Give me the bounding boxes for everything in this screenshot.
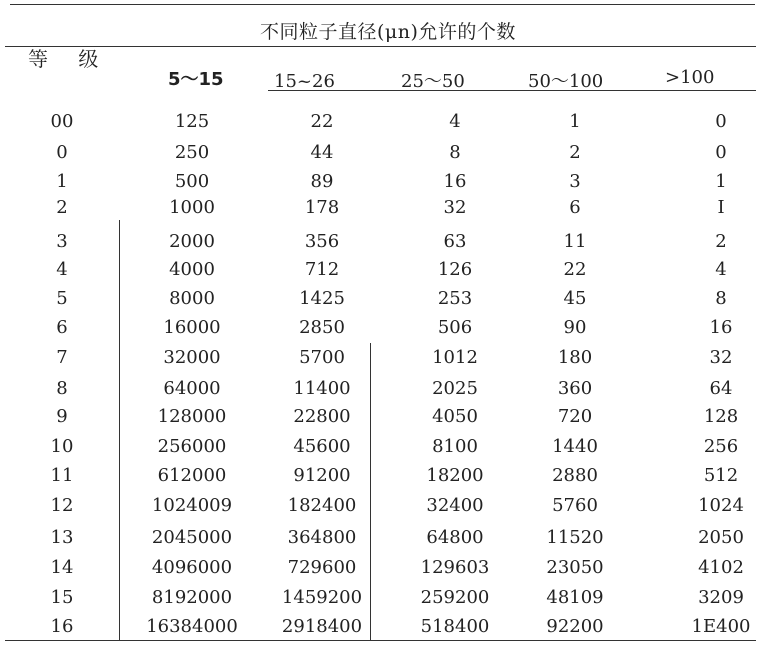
grade-cell: 3 [56,231,68,252]
cell-col-over-100: 1E400 [691,616,751,637]
cell-col-50-100: 48109 [546,587,604,608]
cell-col-15-26: 178 [304,197,340,218]
bottom-rule [5,640,756,641]
cell-col-50-100: 360 [557,378,593,399]
cell-col-15-26: 356 [304,231,340,252]
cell-col-25-50: 64800 [426,527,484,548]
cell-col-5-15: 125 [174,111,210,132]
cell-col-50-100: 11 [563,231,587,252]
cell-col-15-26: 91200 [293,465,351,486]
size-header-25-50: 25～50 [401,71,465,92]
cell-col-15-26: 1459200 [281,587,363,608]
cell-col-50-100: 2880 [552,465,598,486]
cell-col-50-100: 23050 [546,557,604,578]
step-rule-left [119,220,120,640]
grade-cell: 12 [50,495,74,516]
cell-col-25-50: 518400 [420,616,490,637]
cell-col-25-50: 18200 [426,465,484,486]
cell-col-over-100: 16 [709,317,733,338]
size-header-5-15: 5～15 [168,69,224,90]
cell-col-50-100: 22 [563,259,587,280]
cell-col-25-50: 4050 [432,406,478,427]
cell-col-over-100: 0 [715,142,727,163]
cell-col-5-15: 32000 [163,347,221,368]
cell-col-5-15: 256000 [157,436,227,457]
cell-col-15-26: 729600 [287,557,357,578]
grade-cell: 5 [56,288,68,309]
cell-col-15-26: 712 [304,259,340,280]
cell-col-50-100: 90 [563,317,587,338]
grade-cell: 1 [56,171,68,192]
cell-col-over-100: 2050 [698,527,744,548]
grade-cell: 14 [50,557,74,578]
top-rule [10,4,755,5]
grade-cell: 16 [50,616,74,637]
cell-col-50-100: 45 [563,288,587,309]
cell-col-5-15: 2045000 [151,527,233,548]
size-header-15-26: 15~26 [274,71,335,92]
cell-col-over-100: 512 [703,465,739,486]
cell-col-over-100: 128 [703,406,739,427]
cell-col-5-15: 4096000 [151,557,233,578]
cell-col-50-100: 3 [569,171,581,192]
grade-cell: 00 [50,111,74,132]
grade-column-header: 等 级 [28,47,111,71]
cell-col-25-50: 8 [449,142,461,163]
cell-col-15-26: 1425 [299,288,345,309]
cell-col-50-100: 2 [569,142,581,163]
cell-col-over-100: 1024 [698,495,744,516]
size-header-50-100: 50～100 [528,71,604,92]
grade-cell: 6 [56,317,68,338]
title-rule [5,46,756,47]
grade-cell: 10 [50,436,74,457]
grade-cell: 15 [50,587,74,608]
cell-col-15-26: 22800 [293,406,351,427]
cell-col-over-100: 256 [703,436,739,457]
cell-col-25-50: 32 [443,197,467,218]
cell-col-15-26: 2918400 [281,616,363,637]
cell-col-15-26: 44 [310,142,334,163]
cell-col-5-15: 64000 [163,378,221,399]
step-rule-middle [370,343,371,640]
cell-col-15-26: 45600 [293,436,351,457]
cell-col-50-100: 1 [569,111,581,132]
cell-col-5-15: 16384000 [146,616,238,637]
cell-col-over-100: 32 [709,347,733,368]
cell-col-25-50: 259200 [420,587,490,608]
grade-cell: 7 [56,347,68,368]
grade-cell: 9 [56,406,68,427]
cell-col-15-26: 182400 [287,495,357,516]
cell-col-50-100: 1440 [552,436,598,457]
cell-col-5-15: 2000 [169,231,215,252]
cell-col-15-26: 22 [310,111,334,132]
cell-col-50-100: 180 [557,347,593,368]
grade-cell: 2 [56,197,68,218]
cell-col-over-100: 64 [709,378,733,399]
cell-col-50-100: 720 [557,406,593,427]
cell-col-25-50: 32400 [426,495,484,516]
size-header-over-100: >100 [665,67,715,88]
cell-col-15-26: 89 [310,171,334,192]
cell-col-5-15: 4000 [169,259,215,280]
cell-col-15-26: 2850 [299,317,345,338]
grade-cell: 11 [50,465,74,486]
cell-col-15-26: 364800 [287,527,357,548]
cell-col-25-50: 4 [449,111,461,132]
cell-col-25-50: 129603 [420,557,490,578]
grade-cell: 13 [50,527,74,548]
cell-col-5-15: 1024009 [151,495,233,516]
cell-col-25-50: 506 [437,317,473,338]
cell-col-5-15: 16000 [163,317,221,338]
cell-col-25-50: 1012 [432,347,478,368]
cell-col-over-100: 1 [715,171,727,192]
cell-col-25-50: 253 [437,288,473,309]
cell-col-over-100: 3209 [698,587,744,608]
grade-cell: 8 [56,378,68,399]
cell-col-5-15: 1000 [169,197,215,218]
cell-col-5-15: 612000 [157,465,227,486]
cell-col-50-100: 6 [569,197,581,218]
grade-cell: 0 [56,142,68,163]
cell-col-25-50: 63 [443,231,467,252]
cell-col-over-100: 4102 [698,557,744,578]
size-header-rule [268,90,756,91]
cell-col-5-15: 8192000 [151,587,233,608]
cell-col-over-100: 0 [715,111,727,132]
cell-col-50-100: 92200 [546,616,604,637]
cell-col-25-50: 2025 [432,378,478,399]
cell-col-25-50: 126 [437,259,473,280]
cell-col-over-100: 2 [715,231,727,252]
cell-col-25-50: 8100 [432,436,478,457]
cell-col-5-15: 8000 [169,288,215,309]
cell-col-5-15: 128000 [157,406,227,427]
cell-col-15-26: 5700 [299,347,345,368]
cell-col-5-15: 250 [174,142,210,163]
table-title: 不同粒子直径(μn)允许的个数 [260,21,516,43]
cell-col-5-15: 500 [174,171,210,192]
cell-col-over-100: I [717,197,725,218]
cell-col-15-26: 11400 [293,378,351,399]
cell-col-over-100: 4 [715,259,727,280]
cell-col-25-50: 16 [443,171,467,192]
cell-col-50-100: 11520 [546,527,604,548]
cell-col-over-100: 8 [715,288,727,309]
grade-cell: 4 [56,259,68,280]
cell-col-50-100: 5760 [552,495,598,516]
